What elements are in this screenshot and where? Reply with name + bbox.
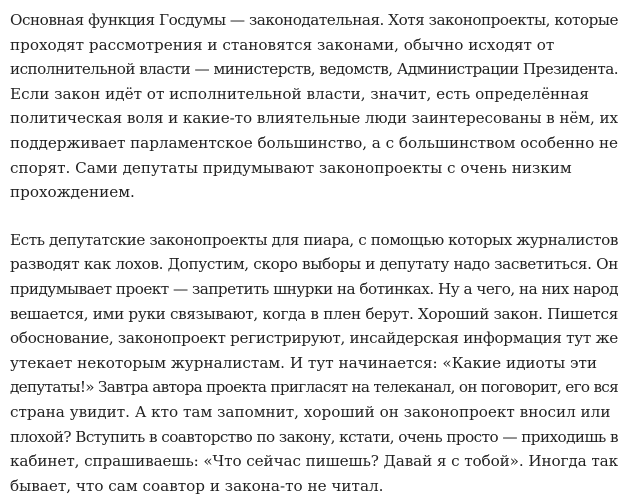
text-line: депутаты!» Завтра автора проекта пригласят на телеканал, он поговорит, его вся xyxy=(10,378,619,397)
text-line: политическая воля и какие-то влиятельные люди заинтересованы в нём, их xyxy=(10,109,618,128)
text-line: спорят. Сами депутаты придумывают законопроекты с очень низким xyxy=(10,158,572,177)
text-line: разводят как лохов. Допустим, скоро выборы и депутату надо засветиться. Он xyxy=(10,255,618,274)
paragraph-2 xyxy=(10,228,618,499)
text-line: поддерживает парламентское большинство, а с большинством особенно не xyxy=(10,133,619,152)
text-line: исполнительной власти — министерств, ведомств, Администрации Президента. xyxy=(10,60,619,79)
text-line: обоснование, законопроект регистрируют, инсайдерская информация тут же xyxy=(10,329,618,348)
text-line: проходят рассмотрения и становятся законами, обычно исходят от xyxy=(10,35,555,54)
text-line: придумывает проект — запретить шнурки на ботинках. Ну а чего, на них народ xyxy=(10,279,618,298)
text-line: прохождением. xyxy=(10,183,135,202)
text-line: вешается, ими руки связывают, когда в плен берут. Хороший закон. Пишется xyxy=(10,304,618,323)
text-line: кабинет, спрашиваешь: «Что сейчас пишешь? Давай я с тобой». Иногда так xyxy=(10,452,618,471)
text-line: Основная функция Госдумы — законодательная. Хотя законопроекты, которые xyxy=(10,11,619,29)
text-line: Если закон идёт от исполнительной власти, значит, есть определённая xyxy=(10,84,589,103)
text-line: плохой? Вступить в соавторство по закону, кстати, очень просто — приходишь в xyxy=(10,427,618,446)
text-line: Есть депутатские законопроекты для пиара, с помощью которых журналистов xyxy=(10,230,618,249)
text-line: страна увидит. А кто там запомнит, хороший он законопроект вносил или xyxy=(10,402,611,421)
text-line: утекает некоторым журналистам. И тут начинается: «Какие идиоты эти xyxy=(10,353,598,372)
text-line: бывает, что сам соавтор и закона-то не читал. xyxy=(10,476,384,495)
paragraph-1 xyxy=(10,8,618,205)
